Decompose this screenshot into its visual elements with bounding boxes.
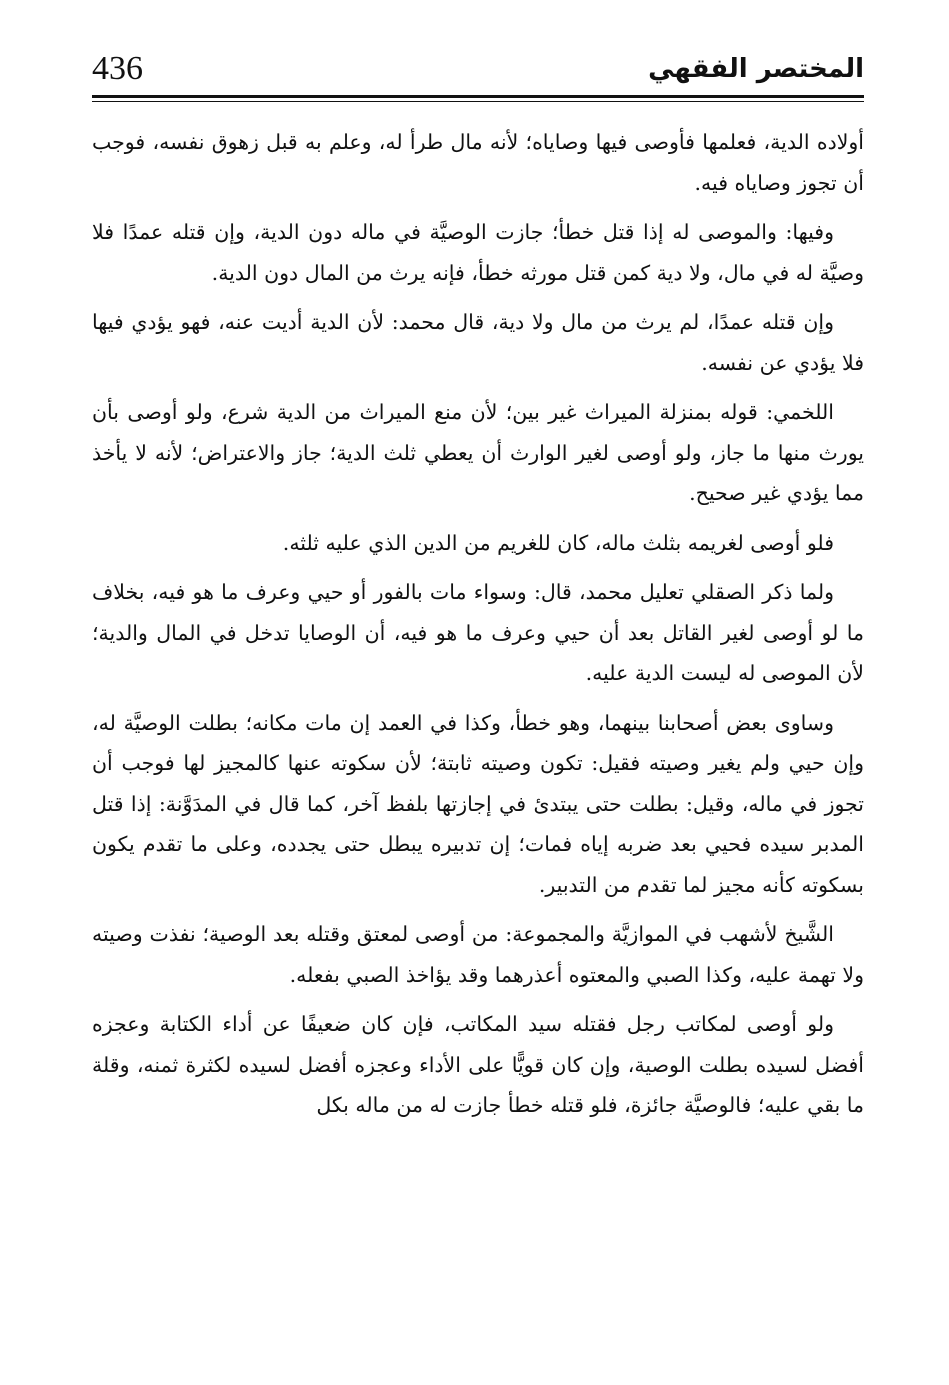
page-body [92, 122, 864, 1135]
page-header [92, 48, 864, 96]
paragraph: ولو أوصى لمكاتب رجل فقتله سيد المكاتب، فإن كان ضعيفًا عن أداء الكتابة وعجزه أفضل لسيده بطلت الوصية، وإن كان قويًّا على الأداء وعجزه أفضل لسيده لكثرة ثمنه، وقلة ما بقي عليه؛ فالوصيَّة جائزة، فلو قتله خطأ جازت له من ماله بكل [92, 1012, 864, 1117]
running-title: المختصر الفقهي [648, 54, 864, 84]
paragraph: أولاده الدية، فعلمها فأوصى فيها وصاياه؛ لأنه مال طرأ له، وعلم به قبل زهوق نفسه، فوجب أن تجوز وصاياه فيه. [92, 130, 864, 195]
paragraph: وإن قتله عمدًا، لم يرث من مال ولا دية، قال محمد: لأن الدية أديت عنه، فهو يؤدي فيها فلا يؤدي عن نفسه. [92, 310, 864, 375]
page-number: 436 [92, 50, 143, 87]
paragraph: وساوى بعض أصحابنا بينهما، وهو خطأ، وكذا في العمد إن مات مكانه؛ بطلت الوصيَّة له، وإن حيي ولم يغير وصيته فقيل: تكون وصيته ثابتة؛ لأن سكوته عنها كالمجيز لها فوجب أن تجوز في ماله، وقيل: بطلت حتى يبتدئ في إجازتها بلفظ آخر، كما قال في المدَوَّنة: إذا قتل المدبر سيده فحيي بعد ضربه إياه فمات؛ إن تدبيره يبطل حتى يجدده، وعلى ما تقدم يكون بسكوته كأنه مجيز لما تقدم من التدبير. [92, 710, 864, 897]
paragraph: وفيها: والموصى له إذا قتل خطأ؛ جازت الوصيَّة في ماله دون الدية، وإن قتله عمدًا فلا وصيَّة له في مال، ولا دية كمن قتل مورثه خطأ، فإنه يرث من المال دون الدية. [92, 220, 864, 285]
paragraph: ولما ذكر الصقلي تعليل محمد، قال: وسواء مات بالفور أو حيي وعرف ما هو فيه، بخلاف ما لو أوصى لغير القاتل بعد أن حيي وعرف ما هو فيه، أن الوصايا تدخل في المال والدية؛ لأن الموصى له ليست الدية عليه. [92, 580, 864, 685]
header-rule-thick [92, 95, 864, 98]
paragraph: فلو أوصى لغريمه بثلث ماله، كان للغريم من الدين الذي عليه ثلثه. [282, 530, 834, 555]
header-rule-thin [92, 101, 864, 102]
paragraph: الشَّيخ لأشهب في الموازيَّة والمجموعة: من أوصى لمعتق وقتله بعد الوصية؛ نفذت وصيته ولا تهمة عليه، وكذا الصبي والمعتوه أعذرهما وقد يؤاخذ الصبي بفعله. [92, 922, 864, 987]
paragraph: اللخمي: قوله بمنزلة الميراث غير بين؛ لأن منع الميراث من الدية شرع، ولو أوصى بأن يورث منها ما جاز، ولو أوصى لغير الوارث أن يعطي ثلث الدية؛ جاز والاعتراض؛ لأنه لا يأخذ مما يؤدي غير صحيح. [92, 400, 864, 505]
